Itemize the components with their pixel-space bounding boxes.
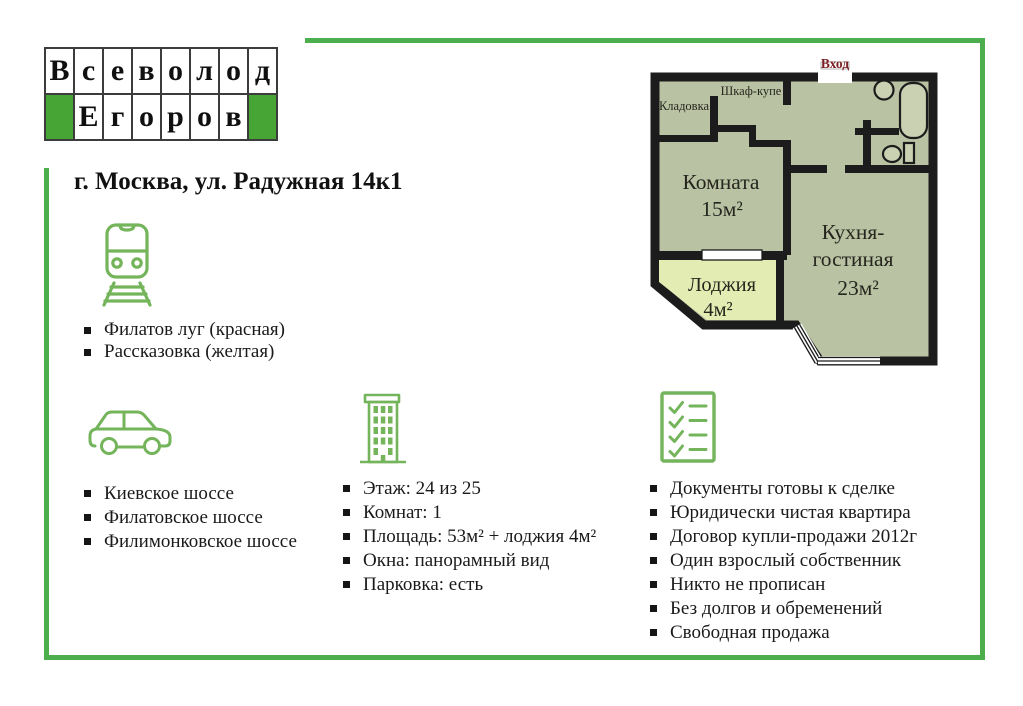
logo-letter: в [132, 48, 161, 94]
list-item-text: Комнат: 1 [363, 502, 442, 523]
bullet-square [650, 533, 657, 540]
logo-letter: р [161, 94, 190, 140]
logo-letter: д [248, 48, 277, 94]
loggia-label: Лоджия [687, 274, 757, 296]
list-item [343, 477, 596, 501]
agent-logo [44, 47, 278, 141]
list-item-text: Без долгов и обременений [670, 598, 883, 619]
list-item [84, 341, 285, 363]
list-item-text: Парковка: есть [363, 574, 484, 595]
frame-top-border [305, 38, 985, 43]
sink [875, 81, 894, 100]
bullet-square [650, 581, 657, 588]
list-item [84, 530, 297, 554]
entrance-label: Вход [820, 56, 850, 71]
list-item [650, 621, 917, 645]
bullet-square [650, 605, 657, 612]
storage-label: Кладовка [658, 99, 710, 113]
list-item-text: Филатов луг (красная) [104, 319, 285, 340]
logo-letter: в [219, 94, 248, 140]
list-item [84, 506, 297, 530]
frame-bottom-border [44, 655, 985, 660]
list-item-text: Киевское шоссе [104, 483, 234, 504]
list-item [650, 477, 917, 501]
floor-plan [646, 54, 940, 380]
kitchen-label-line1: Кухня- [821, 220, 885, 244]
bullet-square [650, 629, 657, 636]
list-item-text: Документы готовы к сделке [670, 478, 895, 499]
checklist-icon [659, 390, 717, 464]
apartment-list [343, 477, 596, 597]
page-title: г. Москва, ул. Радужная 14к1 [74, 168, 403, 195]
room-window [702, 250, 762, 260]
logo-letter: г [103, 94, 132, 140]
bullet-square [650, 509, 657, 516]
logo-letter: Е [74, 94, 103, 140]
logo-green-cell [45, 94, 74, 140]
entrance-opening [818, 71, 852, 83]
bullet-square [84, 538, 91, 545]
list-item [84, 482, 297, 506]
list-item-text: Свободная продажа [670, 622, 830, 643]
list-item-text: Договор купли-продажи 2012г [670, 526, 918, 547]
list-item-text: Рассказовка (желтая) [104, 340, 275, 362]
list-item [650, 597, 917, 621]
apartment-outline [655, 77, 933, 361]
bullet-square [84, 514, 91, 521]
logo-letter: л [190, 48, 219, 94]
logo-letter: В [45, 48, 74, 94]
logo-letter: о [190, 94, 219, 140]
bullet-square [84, 349, 91, 356]
metro-list [84, 319, 285, 362]
building-icon [356, 392, 410, 470]
bullet-square [343, 509, 350, 516]
loggia-area: 4м² [703, 299, 733, 321]
toilet-tank [904, 143, 914, 163]
frame-left-border [44, 168, 49, 660]
list-item-text: Никто не прописан [670, 574, 826, 595]
bullet-square [343, 485, 350, 492]
list-item [343, 501, 596, 525]
bathtub [900, 83, 927, 138]
bullet-square [343, 533, 350, 540]
logo-green-cell [248, 94, 277, 140]
list-item [650, 549, 917, 573]
room-label: Комната [682, 170, 760, 194]
list-item-text: Филимонковское шоссе [104, 531, 297, 552]
list-item [343, 549, 596, 573]
logo-letter: о [161, 48, 190, 94]
car-icon [86, 403, 174, 455]
room-area: 15м² [701, 197, 743, 221]
list-item [650, 525, 917, 549]
logo-letter: о [132, 94, 161, 140]
list-item-text: Филатовское шоссе [104, 507, 263, 528]
list-item-text: Этаж: 24 из 25 [363, 478, 481, 499]
toilet [883, 146, 901, 162]
roads-list [84, 482, 297, 554]
list-item-text: Площадь: 53м² + лоджия 4м² [363, 526, 597, 547]
bullet-square [343, 581, 350, 588]
list-item [343, 525, 596, 549]
wardrobe-label: Шкаф-купе [720, 84, 782, 98]
bullet-square [84, 327, 91, 334]
bullet-square [650, 485, 657, 492]
logo-letter: о [219, 48, 248, 94]
list-item-text: Окна: панорамный вид [363, 550, 550, 571]
logo-letter: с [74, 48, 103, 94]
list-item-text: Один взрослый собственник [670, 550, 902, 571]
bullet-square [650, 557, 657, 564]
frame-right-border [980, 38, 985, 660]
list-item [84, 319, 285, 341]
bullet-square [343, 557, 350, 564]
kitchen-label-line2: гостиная [812, 247, 894, 271]
list-item [650, 501, 917, 525]
train-icon [97, 221, 157, 309]
kitchen-area: 23м² [837, 276, 879, 300]
deal-list [650, 477, 917, 645]
list-item [650, 573, 917, 597]
list-item [343, 573, 596, 597]
list-item-text: Юридически чистая квартира [670, 502, 911, 523]
logo-letter: е [103, 48, 132, 94]
bullet-square [84, 490, 91, 497]
